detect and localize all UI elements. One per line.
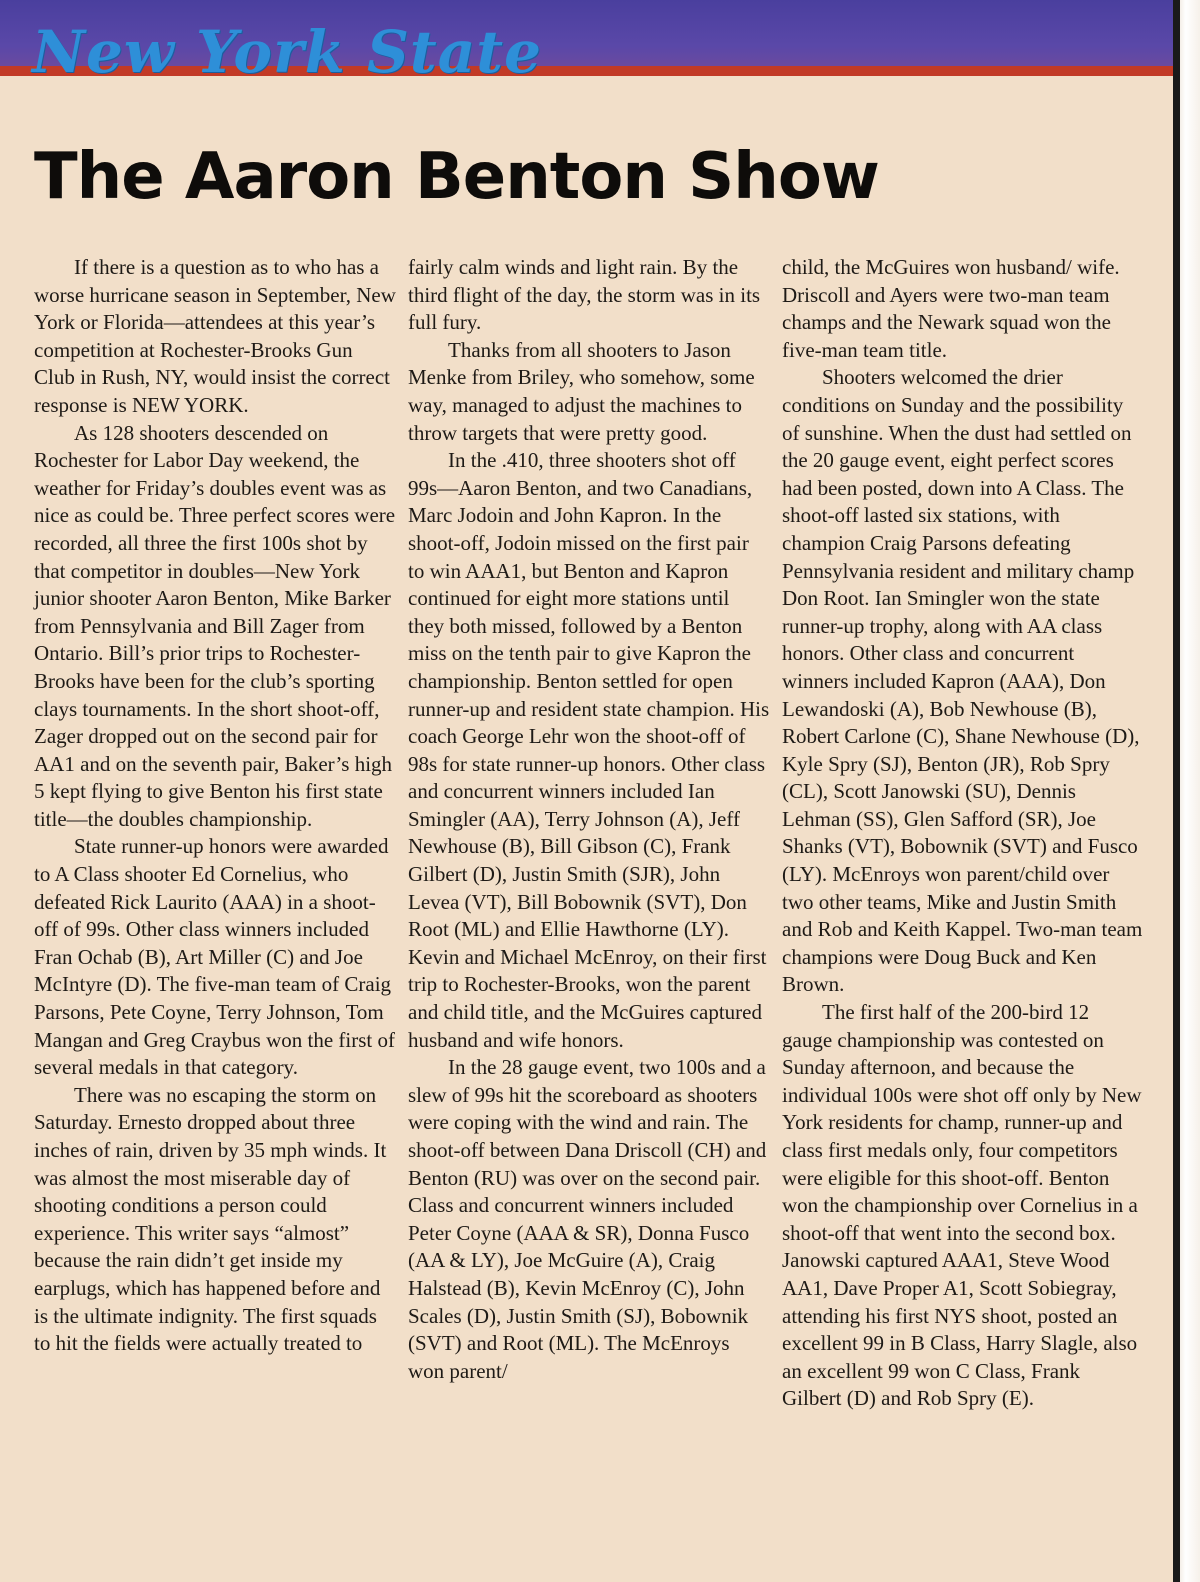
paragraph: There was no escaping the storm on Saturday. Ernesto dropped about three inches of rain, driven by 35 mph winds. It was almost the most miserable day of shooting conditions a person could experience. This writer says “almost” because the rain didn’t get inside my earplugs, which has happened before and is the ultimate indignity. The first squads to hit the fields were actually treated to bbox=[34, 1082, 387, 1356]
paragraph: If there is a question as to who has a worse hurricane season in September, New York or Florida—attendees at this year’s competition at Rochester-Brooks Gun Club in Rush, NY, would insist the correct response is NEW YORK. bbox=[34, 255, 396, 417]
column-3 bbox=[782, 254, 1144, 1544]
paragraph: child, the McGuires won husband/ wife. Driscoll and Ayers were two-man team champs and the Newark squad won the five-man team title. bbox=[782, 255, 1120, 362]
column-1 bbox=[34, 254, 396, 1544]
paragraph: The first half of the 200-bird 12 gauge championship was contested on Sunday afternoon, and because the individual 100s were shot off only by New York residents for champ, runner-up and class first medals only, four competitors were eligible for this shoot-off. Benton won the championship over Cornelius in a shoot-off that went into the second box. Janowski captured AAA1, Steve Wood AA1, Dave Proper A1, Scott Sobiegray, attending his first NYS shoot, posted an excellent 99 in B Class, Harry Slagle, also an excellent 99 won C Class, Frank Gilbert (D) and Rob Spry (E). bbox=[782, 1000, 1142, 1411]
paragraph: As 128 shooters descended on Rochester for Labor Day weekend, the weather for Friday’s doubles event was as nice as could be. Three perfect scores were recorded, all three the first 100s shot by that competitor in doubles—New York junior shooter Aaron Benton, Mike Barker from Pennsylvania and Bill Zager from Ontario. Bill’s prior trips to Rochester-Brooks have been for the club’s sporting clays tournaments. In the short shoot-off, Zager dropped out on the second pair for AA1 and on the seventh pair, Baker’s high 5 kept flying to give Benton his first state title—the doubles championship. bbox=[34, 420, 396, 831]
section-title: New York State bbox=[32, 18, 542, 86]
paragraph: In the 28 gauge event, two 100s and a slew of 99s hit the scoreboard as shooters were coping with the wind and rain. The shoot-off between Dana Driscoll (CH) and Benton (RU) was over on the second pair. Class and concurrent winners included Peter Coyne (AAA & SR), Donna Fusco (AA & LY), Joe McGuire (A), Craig Halstead (B), Kevin McEnroy (C), John Scales (D), Justin Smith (SJ), Bobownik (SVT) and Root (ML). The McEnroys won parent/ bbox=[408, 1055, 767, 1383]
column-2 bbox=[408, 254, 770, 1544]
paragraph: fairly calm winds and light rain. By the third flight of the day, the storm was in its full fury. bbox=[408, 255, 761, 335]
paragraph: In the .410, three shooters shot off 99s—Aaron Benton, and two Canadians, Marc Jodoin and John Kapron. In the shoot-off, Jodoin missed on the first pair to win AAA1, but Benton and Kapron continued for eight more stations until they both missed, followed by a Benton miss on the tenth pair to give Kapron the championship. Benton settled for open runner-up and resident state champion. His coach George Lehr won the shoot-off of 98s for state runner-up honors. Other class and concurrent winners included Ian Smingler (AA), Terry Johnson (A), Jeff Newhouse (B), Bill Gibson (C), Frank Gilbert (D), Justin Smith (SJR), John Levea (VT), Bill Bobownik (SVT), Don Root (ML) and Ellie Hawthorne (LY). Kevin and Michael McEnroy, on their first trip to Rochester-Brooks, won the parent and child title, and the McGuires captured husband and wife honors. bbox=[408, 448, 770, 1052]
article-title: The Aaron Benton Show bbox=[34, 140, 879, 214]
article-body bbox=[34, 254, 1144, 1544]
paragraph: State runner-up honors were awarded to A Class shooter Ed Cornelius, who defeated Rick Laurito (AAA) in a shoot-off of 99s. Other class winners included Fran Ochab (B), Art Miller (C) and Joe McIntyre (D). The five-man team of Craig Parsons, Pete Coyne, Terry Johnson, Tom Mangan and Greg Craybus won the first of several medals in that category. bbox=[34, 834, 395, 1080]
paragraph: Shooters welcomed the drier conditions on Sunday and the possibility of sunshine. When the dust had settled on the 20 gauge event, eight perfect scores had been posted, down into A Class. The shoot-off lasted six stations, with champion Craig Parsons defeating Pennsylvania resident and military champ Don Root. Ian Smingler won the state runner-up trophy, along with AA class honors. Other class and concurrent winners included Kapron (AAA), Don Lewandoski (A), Bob Newhouse (B), Robert Carlone (C), Shane Newhouse (D), Kyle Spry (SJ), Benton (JR), Rob Spry (CL), Scott Janowski (SU), Dennis Lehman (SS), Glen Safford (SR), Joe Shanks (VT), Bobownik (SVT) and Fusco (LY). McEnroys won parent/child over two other teams, Mike and Justin Smith and Rob and Keith Kappel. Two-man team champions were Doug Buck and Ken Brown. bbox=[782, 365, 1143, 997]
binding-edge bbox=[1173, 0, 1180, 1582]
paragraph: Thanks from all shooters to Jason Menke from Briley, who somehow, some way, managed to adjust the machines to throw targets that were pretty good. bbox=[408, 337, 755, 445]
